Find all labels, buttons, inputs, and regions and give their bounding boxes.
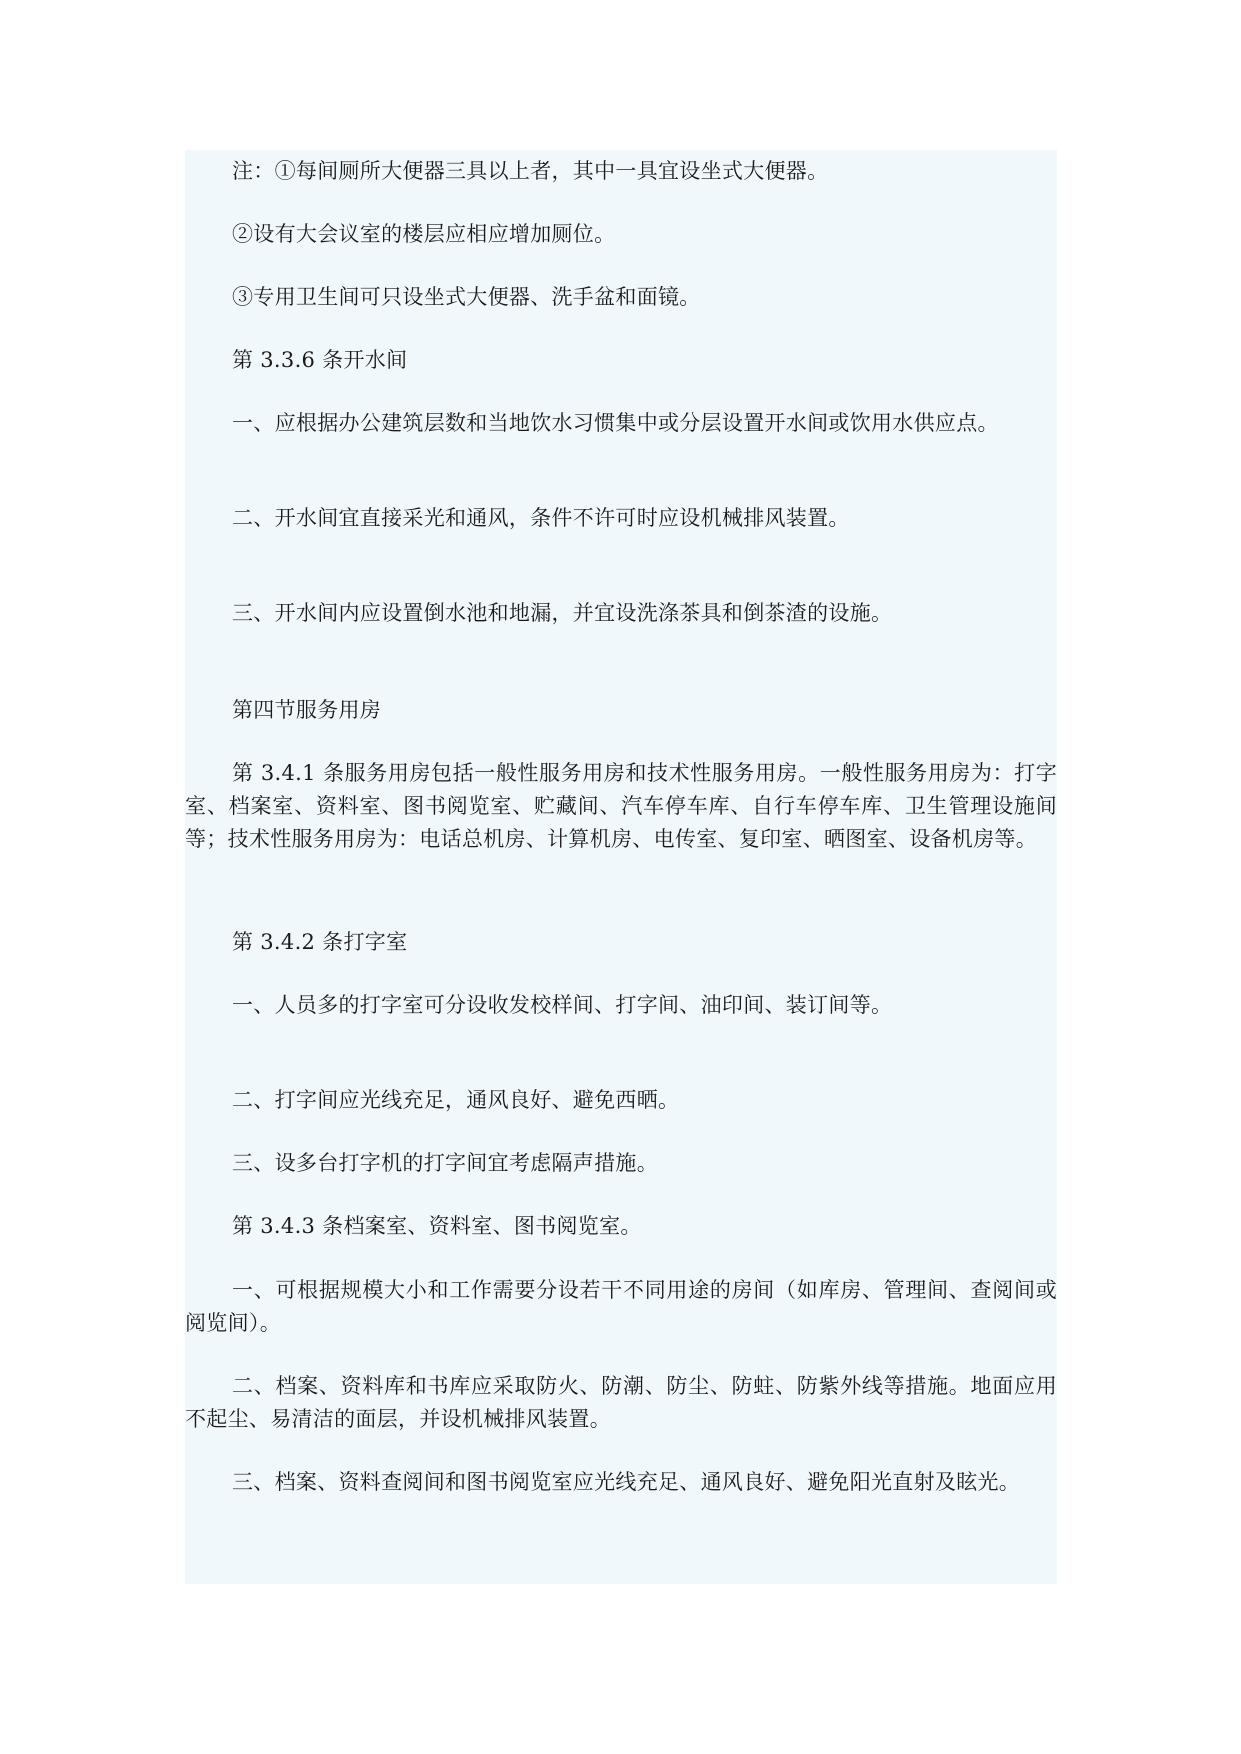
- clause-3-4-2-item-3: 三、设多台打字机的打字间宜考虑隔声措施。: [232, 1151, 658, 1175]
- note-3: ③专用卫生间可只设坐式大便器、洗手盆和面镜。: [232, 285, 701, 309]
- clause-3-4-3-item-2: 二、档案、资料库和书库应采取防火、防潮、防尘、防蛀、防紫外线等措施。地面应用不起尘、易清洁的面层，并设机械排风装置。: [185, 1374, 1057, 1431]
- heading-3-4-3: 第 3.4.3 条档案室、资料室、图书阅览室。: [232, 1214, 642, 1238]
- note-2: ②设有大会议室的楼层应相应增加厕位。: [232, 222, 616, 246]
- clause-3-3-6-item-3: 三、开水间内应设置倒水池和地漏，并宜设洗涤茶具和倒茶渣的设施。: [232, 601, 893, 625]
- clause-3-4-3-item-3: 三、档案、资料查阅间和图书阅览室应光线充足、通风良好、避免阳光直射及眩光。: [232, 1470, 1021, 1494]
- clause-3-4-1: 第 3.4.1 条服务用房包括一般性服务用房和技术性服务用房。一般性服务用房为：打字室、档案室、资料室、图书阅览室、贮藏间、汽车停车库、自行车停车库、卫生管理设施间等；技术性服务用房为：电话总机房、计算机房、电传室、复印室、晒图室、设备机房等。: [185, 761, 1057, 851]
- heading-3-3-6: 第 3.3.6 条开水间: [232, 348, 408, 372]
- clause-3-4-3-item-1: 一、可根据规模大小和工作需要分设若干不同用途的房间（如库房、管理间、查阅间或阅览间）。: [185, 1278, 1057, 1335]
- clause-3-4-2-item-2: 二、打字间应光线充足，通风良好、避免西晒。: [232, 1088, 680, 1112]
- clause-3-3-6-item-1: 一、应根据办公建筑层数和当地饮水习惯集中或分层设置开水间或饮用水供应点。: [232, 411, 999, 435]
- document-page: [185, 150, 1057, 1584]
- clause-3-3-6-item-2: 二、开水间宜直接采光和通风，条件不许可时应设机械排风装置。: [232, 506, 850, 530]
- note-1: 注：①每间厕所大便器三具以上者，其中一具宜设坐式大便器。: [232, 159, 829, 183]
- heading-3-4-2: 第 3.4.2 条打字室: [232, 930, 408, 954]
- section-4-heading: 第四节服务用房: [232, 698, 382, 722]
- clause-3-4-2-item-1: 一、人员多的打字室可分设收发校样间、打字间、油印间、装订间等。: [232, 993, 893, 1017]
